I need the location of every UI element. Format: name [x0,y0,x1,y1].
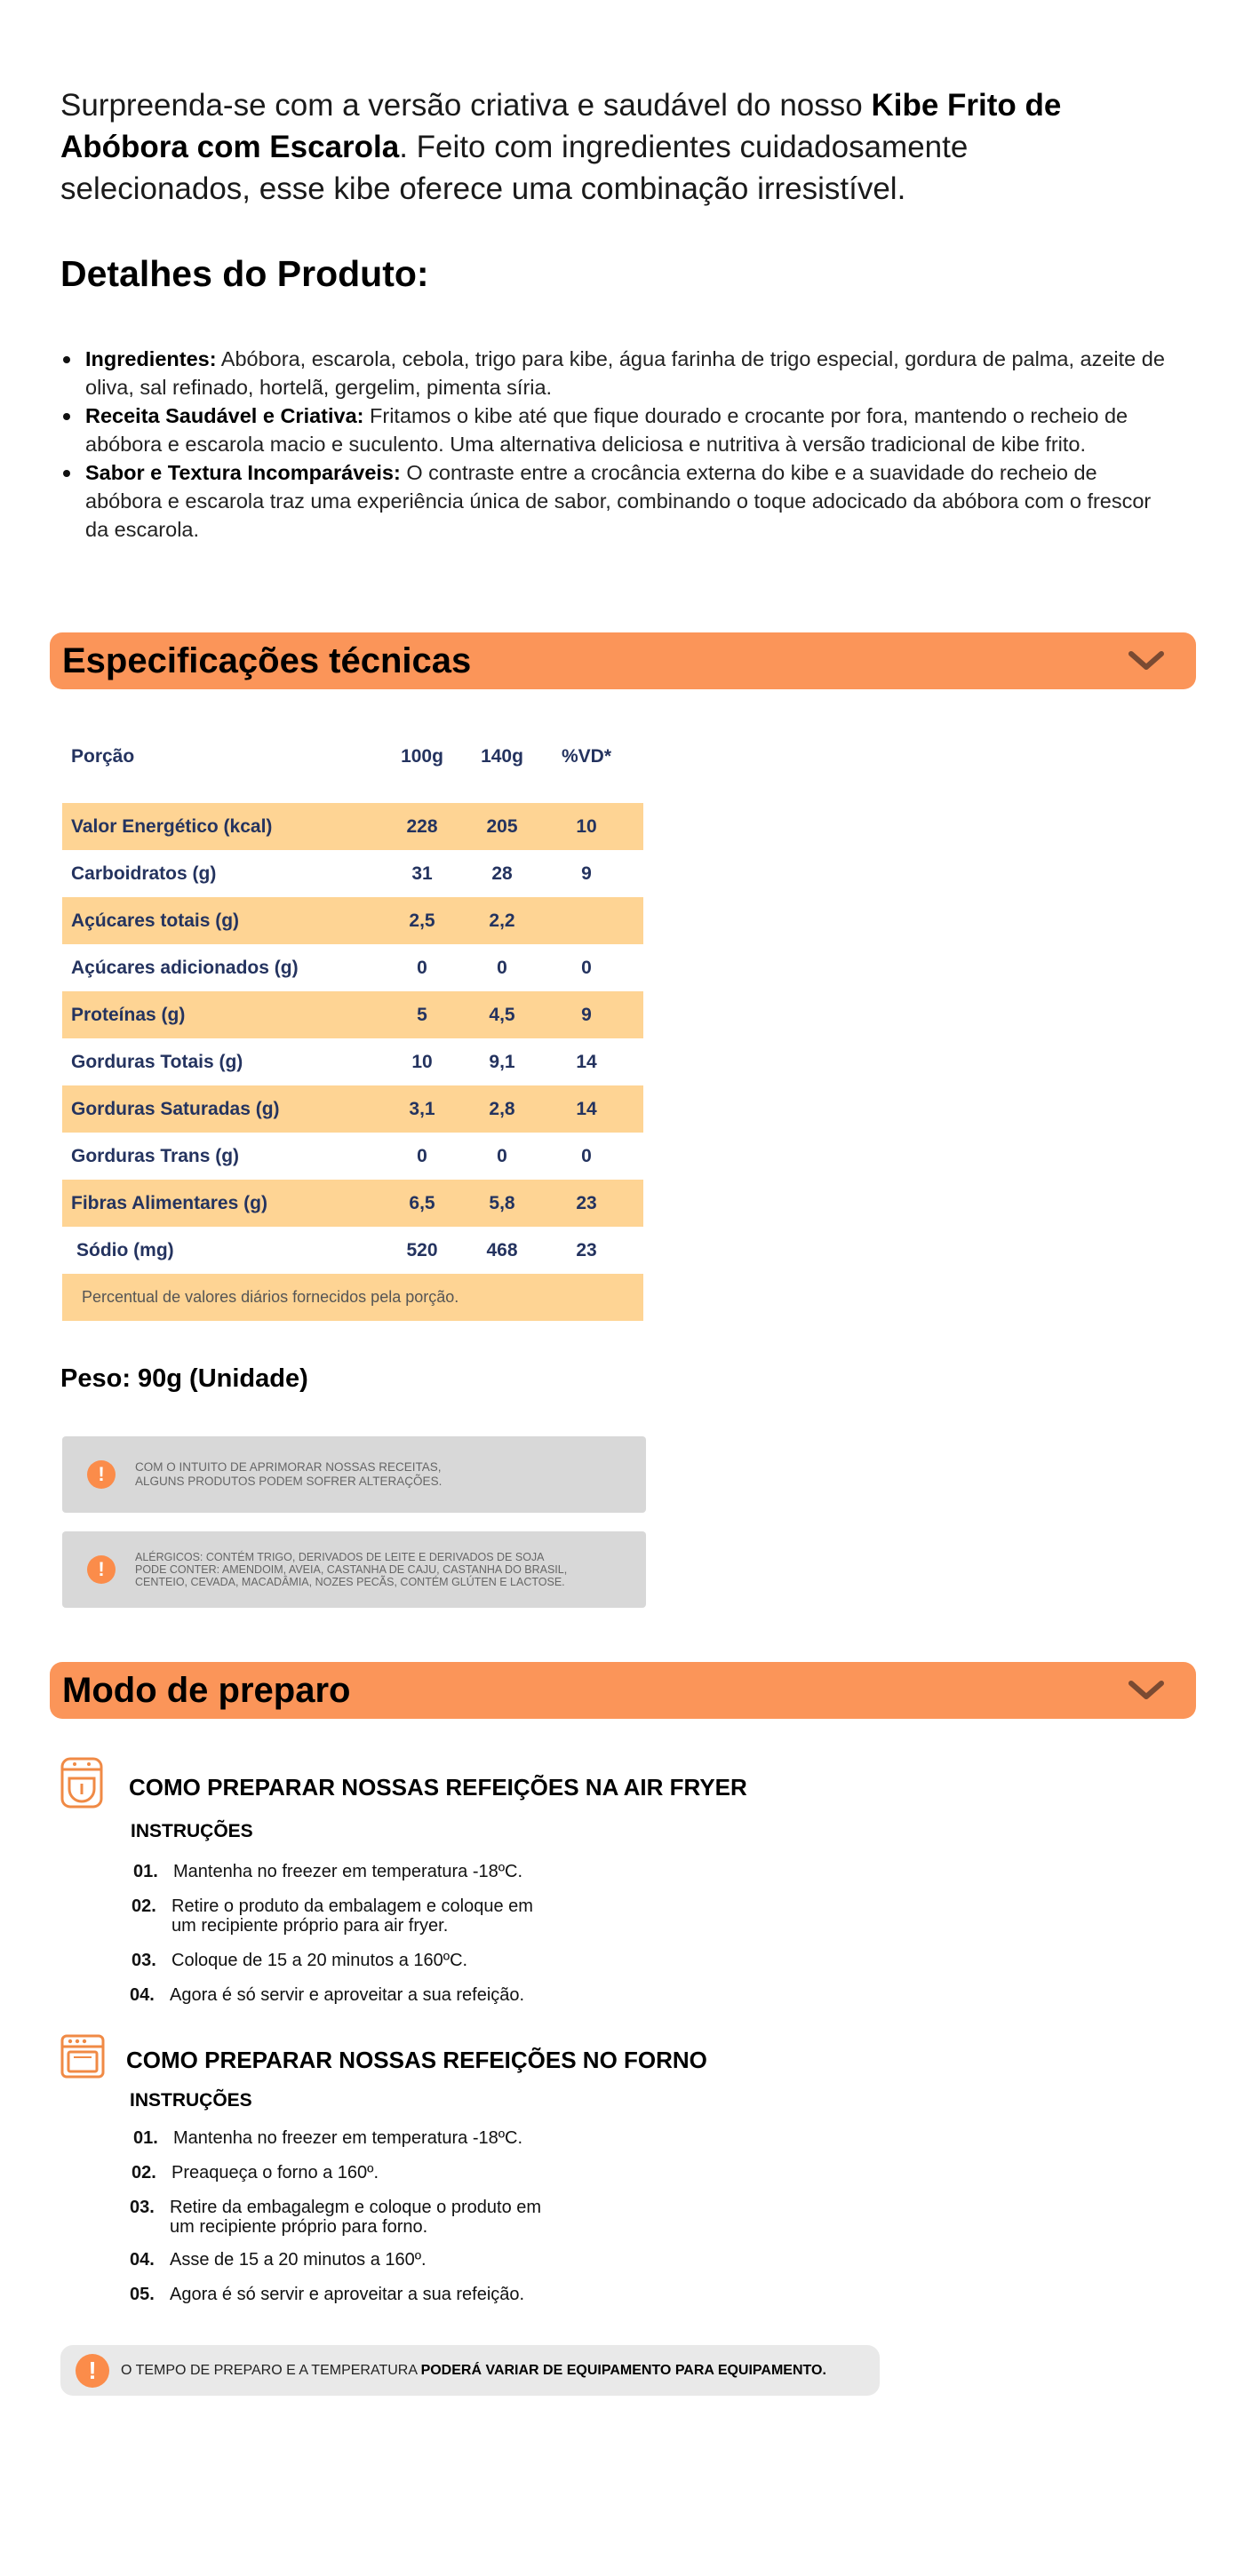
step-line: Retire o produto da embalagem e coloque em [171,1896,533,1916]
cell-vd: 0 [581,1145,592,1166]
row-label: Carboidratos (g) [71,863,217,884]
list-item [60,402,1171,458]
step-number: 01. [133,1862,158,1881]
chevron-down-icon[interactable] [1127,1678,1166,1703]
product-weight: Peso: 90g (Unidade) [60,1364,308,1393]
header-portion: Porção [71,746,135,767]
list-item [60,345,1171,402]
cell-100g: 520 [406,1239,438,1260]
nutrition-table [62,730,643,1321]
step-line: Mantenha no freezer em temperatura -18ºC. [173,2128,523,2148]
intro-paragraph [60,84,1153,210]
cell-100g: 10 [411,1051,433,1072]
table-row [62,1133,643,1180]
cell-140g: 9,1 [489,1051,515,1072]
item-label: Sabor e Textura Incomparáveis: [85,461,401,484]
cell-100g: 0 [417,1145,427,1166]
step-text [173,1862,635,1881]
step-line: Agora é só servir e aproveitar a sua refeição. [170,2285,525,2304]
step-line: Preaqueça o forno a 160º. [171,2163,379,2182]
table-row [62,1038,643,1085]
cell-vd: 14 [576,1051,597,1072]
intro-text-2: . Feito com ingredientes cuidadosamente selecionados, esse kibe oferece uma combinação irresistível. [60,130,969,206]
step-number: 04. [130,2250,155,2270]
row-label: Gorduras Trans (g) [71,1145,240,1166]
step-line: Coloque de 15 a 20 minutos a 160ºC. [171,1951,468,1970]
row-label: Açúcares adicionados (g) [71,957,299,978]
cell-vd: 0 [581,957,592,978]
notice-text [135,1551,567,1588]
step-line: um recipiente próprio para forno. [170,2217,428,2237]
notice-line: CENTEIO, CEVADA, MACADÂMIA, NOZES PECÃS, CONTÉM GLÚTEN E LACTOSE. [135,1576,565,1588]
step-text [171,1951,634,1970]
row-label: Valor Energético (kcal) [71,815,273,837]
cell-100g: 6,5 [409,1192,435,1213]
step-number: 02. [132,1896,156,1916]
cell-140g: 2,2 [489,910,515,931]
cell-100g: 228 [406,815,438,837]
table-row [62,944,643,991]
airfryer-step [133,1862,635,1881]
notice-line: PODE CONTER: AMENDOIM, AVEIA, CASTANHA DE CAJU, CASTANHA DO BRASIL, [135,1563,568,1576]
recipe-change-notice [62,1436,646,1513]
table-row [62,803,643,850]
details-heading: Detalhes do Produto: [60,253,429,294]
header-140g: 140g [481,746,523,767]
cell-vd: 23 [576,1239,597,1260]
table-footnote: Percentual de valores diários fornecidos pela porção. [62,1274,643,1321]
step-line: Retire da embagalegm e coloque o produto em [170,2198,542,2217]
notice-text [121,2363,826,2379]
header-100g: 100g [401,746,443,767]
item-label: Ingredientes: [85,347,217,370]
notice-line: ALGUNS PRODUTOS PODEM SOFRER ALTERAÇÕES. [135,1475,443,1488]
step-text [170,1985,632,2005]
cell-140g: 468 [486,1239,518,1260]
notice-text [135,1460,442,1489]
prep-time-notice [60,2345,880,2396]
step-number: 01. [133,2128,158,2148]
exclamation-icon: ! [76,2354,109,2388]
step-number: 03. [132,1951,156,1970]
specs-title: Especificações técnicas [62,640,472,680]
cell-vd: 10 [576,815,597,837]
item-text: O contraste entre a crocância externa do kibe e a suavidade do recheio de abóbora e escarola traz uma experiência única de sabor, combinando o toque adocicado da abóbora com o frescor da escarola. [85,461,1152,541]
table-header [62,730,643,783]
step-line: Asse de 15 a 20 minutos a 160º. [170,2250,427,2270]
airfryer-instructions-label: INSTRUÇÕES [131,1821,253,1841]
cell-100g: 5 [417,1004,427,1025]
air-fryer-icon [59,1757,105,1809]
specs-accordion-header[interactable] [50,632,1196,689]
row-label: Gorduras Saturadas (g) [71,1098,280,1119]
step-text [171,2163,634,2182]
airfryer-step [132,1951,634,1970]
table-row [62,850,643,897]
oven-title: COMO PREPARAR NOSSAS REFEIÇÕES NO FORNO [126,2047,707,2073]
step-text [171,1896,634,1936]
prep-title: Modo de preparo [62,1670,351,1710]
cell-140g: 4,5 [489,1004,515,1025]
row-label: Fibras Alimentares (g) [71,1192,267,1213]
cell-vd: 23 [576,1192,597,1213]
cell-140g: 205 [486,815,518,837]
oven-instructions-label: INSTRUÇÕES [130,2090,252,2111]
step-number: 03. [130,2198,155,2217]
step-number: 02. [132,2163,156,2182]
step-text [173,2128,635,2148]
oven-step [130,2285,632,2304]
item-label: Receita Saudável e Criativa: [85,404,364,427]
step-text [170,2198,632,2237]
row-label: Açúcares totais (g) [71,910,240,931]
notice-bold: PODERÁ VARIAR DE EQUIPAMENTO PARA EQUIPAMENTO. [420,2362,826,2378]
details-list [60,345,1171,544]
cell-140g: 0 [497,957,507,978]
cell-vd: 9 [581,863,592,884]
step-text [170,2250,632,2270]
intro-text-1: Surpreenda-se com a versão criativa e saudável do nosso [60,88,872,123]
table-row [62,897,643,944]
table-row [62,1227,643,1274]
item-text: Abóbora, escarola, cebola, trigo para kibe, água farinha de trigo especial, gordura de palma, azeite de oliva, sal refinado, hortelã, gergelim, pimenta síria. [85,347,1165,399]
notice-line: COM O INTUITO DE APRIMORAR NOSSAS RECEITAS, [135,1460,442,1474]
table-row [62,991,643,1038]
table-row [62,1180,643,1227]
cell-vd: 14 [576,1098,597,1119]
product-name: Kibe Frito de Abóbora com Escarola [60,88,1062,164]
exclamation-icon: ! [87,1460,116,1489]
cell-140g: 5,8 [489,1192,515,1213]
cell-140g: 28 [491,863,513,884]
exclamation-icon: ! [87,1555,116,1584]
cell-vd: 9 [581,1004,592,1025]
step-number: 04. [130,1985,155,2005]
prep-accordion-header[interactable] [50,1662,1196,1719]
cell-100g: 2,5 [409,910,435,931]
cell-100g: 31 [411,863,433,884]
oven-step [132,2163,634,2182]
step-line: Agora é só servir e aproveitar a sua refeição. [170,1985,525,2005]
cell-100g: 3,1 [409,1098,435,1119]
list-item [60,458,1171,544]
cell-140g: 2,8 [489,1098,515,1119]
airfryer-step [132,1896,634,1936]
item-text: Fritamos o kibe até que fique dourado e crocante por fora, mantendo o recheio de abóbora e escarola macio e suculento. Uma alternativa deliciosa e nutritiva à versão tradicional de kibe frito. [85,404,1128,456]
airfryer-title: COMO PREPARAR NOSSAS REFEIÇÕES NA AIR FRYER [129,1774,747,1801]
row-label: Proteínas (g) [71,1004,186,1025]
step-line: Mantenha no freezer em temperatura -18ºC. [173,1862,523,1881]
notice-normal: O TEMPO DE PREPARO E A TEMPERATURA [121,2362,421,2378]
row-label: Gorduras Totais (g) [71,1051,243,1072]
notice-line: ALÉRGICOS: CONTÉM TRIGO, DERIVADOS DE LEITE E DERIVADOS DE SOJA [135,1551,545,1563]
oven-step [133,2128,635,2148]
oven-step [130,2198,632,2237]
table-row [62,1085,643,1133]
oven-step [130,2250,632,2270]
chevron-down-icon[interactable] [1127,648,1166,673]
header-vd: %VD* [561,746,612,767]
cell-100g: 0 [417,957,427,978]
step-text [170,2285,632,2304]
row-label: Sódio (mg) [76,1239,174,1260]
cell-140g: 0 [497,1145,507,1166]
step-number: 05. [130,2285,155,2304]
allergen-notice [62,1531,646,1608]
oven-icon [60,2034,105,2079]
step-line: um recipiente próprio para air fryer. [171,1916,449,1936]
airfryer-step [130,1985,632,2005]
